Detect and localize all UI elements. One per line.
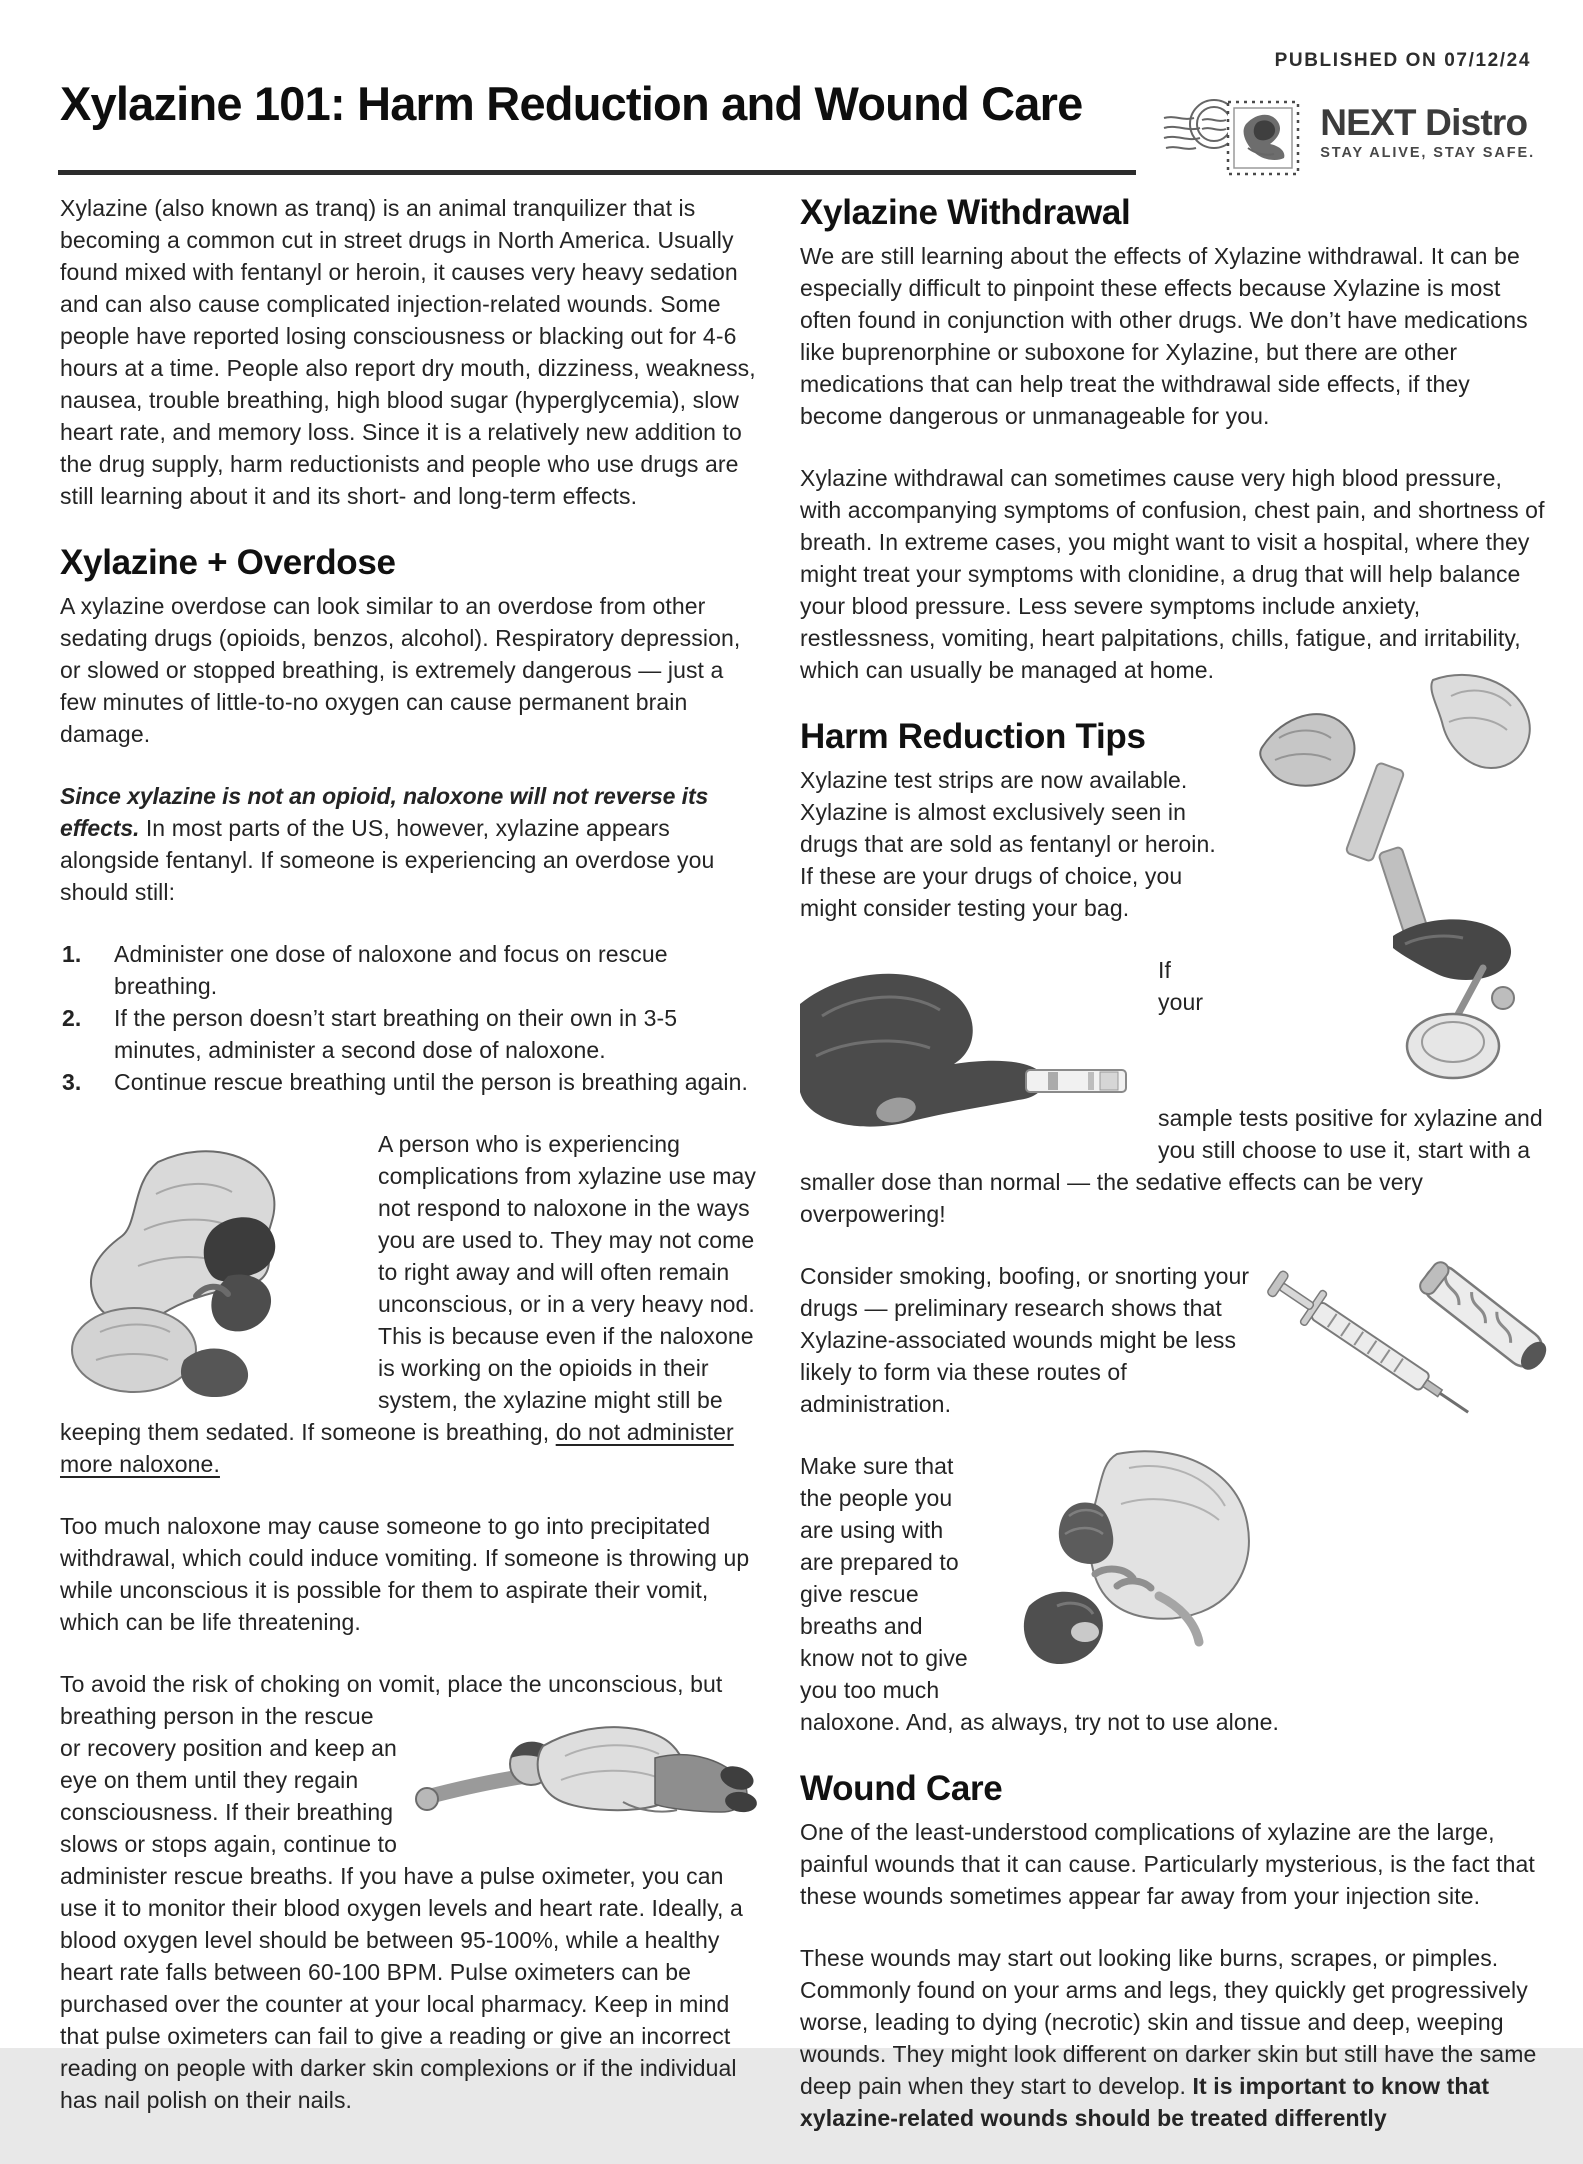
wound-paragraph-2 [800,1942,1545,2134]
syringe-and-pipe-illustration [1277,1254,1545,1458]
giving-rescue-breaths-illustration [999,1446,1257,1682]
overdose-heading: Xylazine + Overdose [60,543,396,582]
recovery-position-illustration [415,1706,757,1830]
logo-text [1320,101,1535,161]
tips-test-strips-paragraph [800,764,1545,924]
next-distro-logo [1162,88,1535,176]
tips-sample-text: If your sample tests positive for xylazine and you still choose to use it, start with a smaller dose than normal — the sedative effects can be very overpowering! [800,957,1543,1227]
complications-text: A person who is experiencing complications from xylazine use may not respond to naloxone in the ways you are used to. They may not come to right away and will often remain unconscious, or in a very heavy nod. This is because even if the naloxone is working on the opioids in their system, the xylazine might still be keeping them sedated. If someone is breathing, [60,1131,757,1445]
rescue-breathing-illustration [60,1134,352,1400]
overdose-step-3: Continue rescue breathing until the person is breathing again. [114,1069,749,1095]
tips-use-together-text: Make sure that the people you are using with are prepared to give rescue breaths and know not to give you too much naloxone. And, as always, try not to use alone. [800,1453,1280,1735]
choking-start: To avoid the risk of choking on vomit, place the unconscious, [60,1671,691,1697]
overdose-step-1: Administer one dose of naloxone and focus on rescue breathing. [114,941,668,999]
intro-paragraph: Xylazine (also known as tranq) is an animal tranquilizer that is becoming a common cut in street drugs in North America. Usually found mixed with fentanyl or heroin, it causes very heavy sedation and can also cause complicated injection-related wounds. Some people have reported losing consciousness or blacking out for 4-6 hours at a time. People also report dry mouth, dizziness, weakness, nausea, trouble breathing, high blood sugar (hyperglycemia), slow heart rate, and memory loss. Since it is a relatively new addition to the drug supply, harm reductionists and people who use drugs are still learning about it and its short- and long-term effects. [60,195,756,509]
wound-paragraph-1: One of the least-understood complications of xylazine are the large, painful wounds that it can cause. Particularly mysterious, is the fact that these wounds sometimes appear far away from your injection site. [800,1819,1535,1909]
choking-rest: but breathing person in the rescue or recovery position and keep an eye on them until they regain consciousness. If their breathing slows or stops again, continue to administer rescue breaths. If you have a pulse oximeter, you can use it to monitor their blood oxygen levels and heart rate. Ideally, a blood oxygen level should be between 95-100%, while a healthy heart rate falls between 60-100 BPM. Pulse oximeters can be purchased over the counter at your local pharmacy. Keep in mind that pulse oximeters can fail to give a reading or give an incorrect reading on people with darker skin complexions or if the individual has nail polish on their nails. [60,1671,743,2113]
tips-test-strips-text: Xylazine test strips are now available. Xylazine is almost exclusively seen in drugs that are sold as fentanyl or heroin. If these are your drugs of choice, you might consider testing your bag. [800,767,1216,921]
withdrawal-heading: Xylazine Withdrawal [800,193,1131,232]
overdose-steps-list [60,938,757,1098]
wound-care-heading: Wound Care [800,1769,1003,1808]
title-rule [58,170,1136,175]
complications-paragraph [60,1128,757,1480]
naloxone-lead-bold: Since xylazine is not an opioid, naloxone will not reverse its effects. [60,783,709,841]
tips-routes-text: Consider smoking, boofing, or snorting your drugs — preliminary research shows that Xylazine-associated wounds might be less likely to form via these routes of administration. [800,1263,1250,1417]
right-column [800,192,1545,2164]
wound-bold-text: It is important to know that xylazine-related wounds should be treated differently [800,2073,1490,2131]
published-date: PUBLISHED ON 07/12/24 [1274,50,1531,71]
naloxone-lead-paragraph [60,780,757,908]
withdrawal-paragraph-1: We are still learning about the effects of Xylazine withdrawal. It can be especially difficult to pinpoint these effects because Xylazine is most often found in conjunction with other drugs. We don’t have medications like buprenorphine or suboxone for Xylazine, but there are other medications that can help treat the withdrawal side effects, if they become dangerous or unmanageable for you. [800,243,1528,429]
naloxone-lead-rest: In most parts of the US, however, xylazine appears alongside fentanyl. If someone is experiencing an overdose you should still: [60,815,715,905]
page-title: Xylazine 101: Harm Reduction and Wound Care [60,77,1083,130]
left-column [60,192,757,2164]
overdose-step-2: If the person doesn’t start breathing on their own in 3-5 minutes, administer a second dose of naloxone. [114,1005,678,1063]
hand-holding-test-strip-illustration [800,960,1132,1156]
logo-name: NEXT Distro [1320,101,1528,143]
withdrawal-paragraph-2: Xylazine withdrawal can sometimes cause very high blood pressure, with accompanying symptoms of confusion, chest pain, and shortness of breath. In extreme cases, you might want to visit a hospital, where they might treat your symptoms with clonidine, a drug that will help balance your blood pressure. Less severe symptoms include anxiety, restlessness, vomiting, heart palpitations, chills, fatigue, and irritability, which can usually be managed at home. [800,465,1545,683]
complications-underlined: do not administer more naloxone. [60,1419,734,1477]
logo-tagline: STAY ALIVE, STAY SAFE. [1320,144,1535,161]
too-much-naloxone-paragraph: Too much naloxone may cause someone to go into precipitated withdrawal, which could induce vomiting. If someone is throwing up while unconscious it is possible for them to aspirate their vomit, which can be life threatening. [60,1513,750,1635]
tips-heading: Harm Reduction Tips [800,717,1146,756]
choking-paragraph [60,1668,757,2116]
wound-text: These wounds may start out looking like burns, scrapes, or pimples. Commonly found on your arms and legs, they quickly get progressively worse, leading to dying (necrotic) skin and tissue and deep, weeping wounds. They might look different on darker skin but still have the same deep pain when they start to develop. [800,1945,1537,2099]
tips-use-together-paragraph [800,1450,1545,1738]
postmark-stamp-bird-icon [1162,88,1312,176]
overdose-paragraph: A xylazine overdose can look similar to an overdose from other sedating drugs (opioids, benzos, alcohol). Respiratory depression, or slowed or stopped breathing, is extremely dangerous — just a few minutes of little-to-no oxygen can cause permanent brain damage. [60,593,741,747]
hands-opening-test-strip-illustration [1245,668,1545,1096]
content-columns [60,192,1545,2164]
tips-routes-paragraph [800,1260,1545,1420]
